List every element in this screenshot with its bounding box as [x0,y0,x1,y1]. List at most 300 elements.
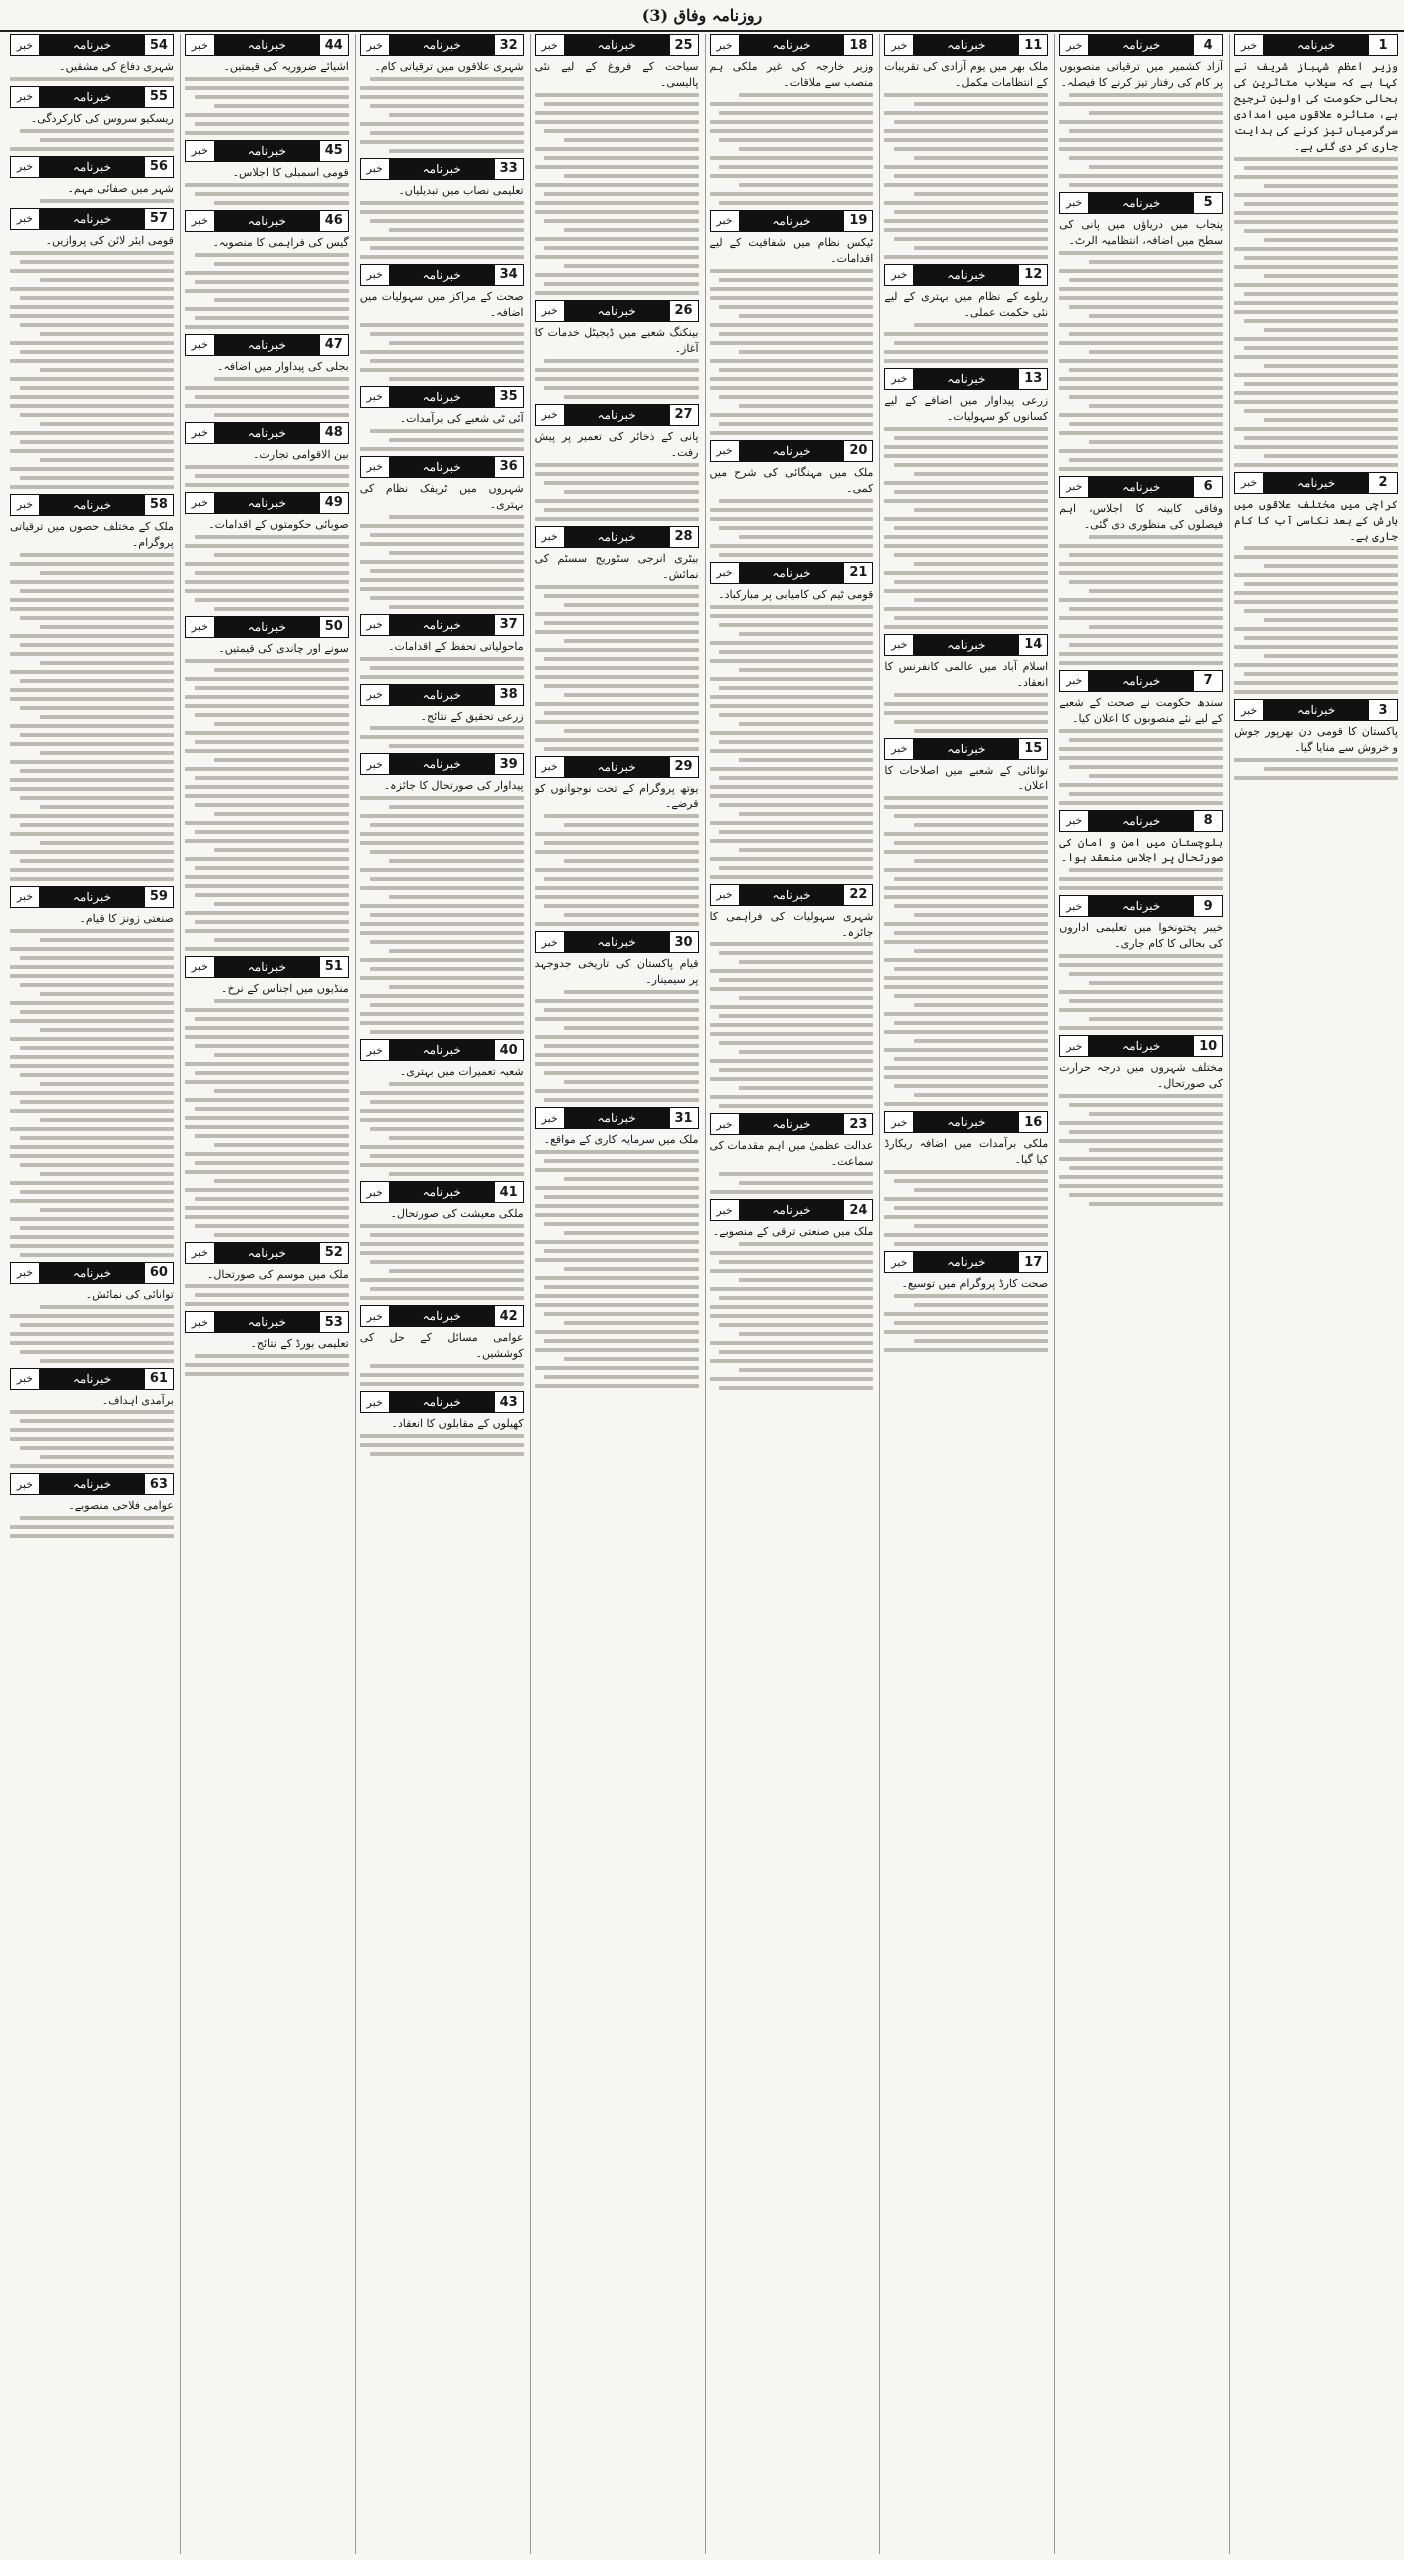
news-item-text: مختلف شہروں میں درجہ حرارت کی صورتحال۔ [1059,1061,1224,1091]
text-line [1264,454,1398,458]
text-line [535,377,699,381]
text-line [389,551,523,555]
text-line [389,1136,523,1140]
text-line [884,1348,1048,1352]
news-item-body-lines [360,321,524,381]
text-line [1059,571,1223,575]
text-line [195,740,349,744]
text-line [1059,886,1223,890]
news-item-body-lines [710,940,874,1108]
text-line [360,958,524,962]
text-line [360,1296,524,1300]
text-line [389,605,523,609]
text-line [20,706,174,710]
text-line [1244,382,1398,386]
text-line [360,904,524,908]
news-item-body-lines [185,251,349,329]
text-line [1234,681,1398,685]
text-line [1264,238,1398,242]
text-line [40,992,174,996]
text-line [719,332,873,336]
text-line [185,307,349,311]
text-line [914,1224,1048,1228]
news-item-mark: خبر [361,1040,390,1060]
news-item [1059,895,1223,1030]
text-line [710,1095,874,1099]
text-line [1244,582,1398,586]
text-line [535,273,699,277]
news-item-header [535,756,699,778]
text-line [719,111,873,115]
text-line [185,483,349,487]
news-item-body-lines [535,583,699,751]
text-line [884,332,1048,336]
text-line [1244,202,1398,206]
text-line [40,199,174,203]
text-line [214,722,348,726]
text-line [544,657,698,661]
news-item-label: خبرنامہ [215,617,319,637]
text-line [40,138,174,142]
news-item [10,1262,174,1363]
news-item-number: 3 [1368,700,1397,720]
news-item-text: ریسکیو سروس کی کارکردگی۔ [30,111,174,125]
news-item-label: خبرنامہ [215,211,319,231]
text-line [914,1303,1048,1307]
text-line [535,255,699,259]
page-title: روزنامہ وفاق (3) [0,0,1404,32]
text-line [40,1028,174,1032]
news-item-text: آزاد کشمیر میں ترقیاتی منصوبوں پر کام کی رفتار تیز کرنے کا فیصلہ۔ [1059,60,1224,89]
text-line [884,805,1048,809]
news-item-header [884,264,1048,286]
news-item [710,34,874,205]
news-item-label: خبرنامہ [215,423,319,443]
text-line [719,1350,873,1354]
text-line [535,1089,699,1093]
news-item-header [710,210,874,232]
news-item [884,738,1048,1107]
text-line [10,431,174,435]
news-item-header [884,368,1048,390]
text-line [185,1170,349,1174]
news-item-header [710,34,874,56]
news-item-header [10,156,174,178]
text-line [914,859,1048,863]
news-item-text: شہروں میں ٹریفک نظام کی بہتری۔ [359,481,524,511]
text-line [360,1251,524,1255]
news-item-number: 42 [494,1306,523,1326]
text-line [185,749,349,753]
text-line [894,994,1048,998]
news-item-text: صوبائی حکومتوں کے اقدامات۔ [208,517,349,531]
text-line [914,508,1048,512]
news-item-text: ملک میں صنعتی ترقی کے منصوبے۔ [712,1225,874,1239]
news-item-body-lines [360,513,524,609]
text-line [40,1172,174,1176]
text-line [1059,616,1223,620]
news-item-body-lines [360,427,524,451]
text-line [10,562,174,566]
text-line [739,1368,873,1372]
news-item-header [1234,699,1398,721]
text-line [894,490,1048,494]
text-line [195,192,349,196]
text-line [20,679,174,683]
news-item-label: خبرنامہ [565,1108,669,1128]
news-item-number: 44 [319,35,348,55]
text-line [544,1071,698,1075]
text-line [1069,1103,1223,1107]
news-item [10,34,174,81]
text-line [710,1305,874,1309]
news-item-number: 26 [669,301,698,321]
news-item-mark: خبر [885,739,914,759]
text-line [1059,544,1223,548]
text-line [564,729,698,733]
text-line [1059,877,1223,881]
text-line [389,1082,523,1086]
text-line [10,778,174,782]
news-item-label: خبرنامہ [565,527,669,547]
text-line [535,886,699,890]
text-line [1069,422,1223,426]
news-item-mark: خبر [1235,35,1264,55]
text-line [214,848,348,852]
news-item [10,156,174,203]
news-item [360,386,524,451]
text-line [10,787,174,791]
text-line [710,1341,874,1345]
text-line [739,632,873,636]
news-item-header [360,1305,524,1327]
text-line [370,246,524,250]
text-line [535,1213,699,1217]
news-item-label: خبرنامہ [215,957,319,977]
news-item-text: توانائی کے شعبے میں اصلاحات کا اعلان۔ [884,763,1049,793]
text-line [544,1098,698,1102]
news-item-mark: خبر [186,335,215,355]
text-line [1059,954,1223,958]
text-line [1069,765,1223,769]
text-line [544,1249,698,1253]
news-item-body-lines [185,533,349,611]
news-item-text: بین الاقوامی تجارت۔ [252,447,349,461]
news-item-mark: خبر [1060,671,1089,691]
text-line [1059,147,1223,151]
text-line [10,947,174,951]
news-item-label: خبرنامہ [740,1114,844,1134]
text-line [710,102,874,106]
text-line [10,1244,174,1248]
text-line [564,990,698,994]
text-line [719,951,873,955]
news-item-text: ملکی برآمدات میں اضافہ ریکارڈ کیا گیا۔ [884,1137,1049,1167]
text-line [185,839,349,843]
text-line [389,949,523,953]
news-item-mark: خبر [1060,477,1089,497]
text-line [40,368,174,372]
text-line [20,1253,174,1257]
text-line [185,875,349,879]
text-line [1244,636,1398,640]
text-line [710,377,874,381]
text-line [719,1014,873,1018]
text-line [370,104,524,108]
text-line [370,533,524,537]
text-line [894,931,1048,935]
text-line [535,675,699,679]
text-line [185,86,349,90]
news-item-text: اسلام آباد میں عالمی کانفرنس کا انعقاد۔ [884,659,1049,689]
news-item-body-lines [360,1432,524,1456]
news-item-label: خبرنامہ [1089,671,1193,691]
text-line [370,429,524,433]
text-line [10,305,174,309]
text-line [1059,341,1223,345]
text-line [40,625,174,629]
text-line [884,832,1048,836]
text-line [914,156,1048,160]
text-line [894,237,1048,241]
text-line [719,623,873,627]
text-line [20,296,174,300]
news-item-body-lines [360,199,524,259]
news-item-text: وفاقی کابینہ کا اجلاس، اہم فیصلوں کی منظوری دی گئی۔ [1059,501,1224,531]
text-line [370,1233,524,1237]
text-line [10,1037,174,1041]
news-item-mark: خبر [1235,473,1264,493]
news-item-text: قیام پاکستان کی تاریخی جدوجہد پر سیمینار۔ [534,957,699,987]
text-line [535,1366,699,1370]
news-item-number: 5 [1193,193,1222,213]
text-line [360,1021,524,1025]
text-line [214,668,348,672]
text-line [544,877,698,881]
text-line [10,652,174,656]
text-line [20,476,174,480]
news-item-header [1059,192,1223,214]
news-item-label: خبرنامہ [215,335,319,355]
news-item-header [185,422,349,444]
news-item-body-lines [360,1362,524,1386]
news-item [1059,1035,1223,1206]
text-line [1234,600,1398,604]
news-item-text: پیداوار کی صورتحال کا جائزہ۔ [383,779,524,793]
text-line [370,666,524,670]
text-line [739,960,873,964]
text-line [185,1215,349,1219]
text-line [1264,184,1398,188]
news-item-header [884,1111,1048,1133]
text-line [739,183,873,187]
text-line [710,1190,874,1194]
text-line [389,149,523,153]
text-line [20,796,174,800]
text-line [1059,598,1223,602]
news-item-text: شہر میں صفائی مہم۔ [67,181,174,195]
news-item-text: ٹیکس نظام میں شفافیت کے لیے اقدامات۔ [709,235,874,265]
text-line [1069,972,1223,976]
text-line [370,1260,524,1264]
text-line [195,535,349,539]
news-column [6,34,174,2554]
news-item-number: 8 [1193,811,1222,831]
news-item-mark: خبر [361,387,390,407]
text-line [10,580,174,584]
news-item-text: صحت کے مراکز میں سہولیات میں اضافہ۔ [359,289,524,319]
text-line [719,978,873,982]
text-line [564,1267,698,1271]
news-item-number: 19 [843,211,872,231]
text-line [710,659,874,663]
news-item-mark: خبر [186,211,215,231]
text-line [1264,328,1398,332]
text-line [710,341,874,345]
news-item-label: خبرنامہ [740,563,844,583]
text-line [185,1284,349,1288]
text-line [1059,269,1223,273]
news-item-body-lines [535,988,699,1102]
news-item-body-lines [10,551,174,881]
text-line [544,1339,698,1343]
news-item-label: خبرنامہ [40,1369,144,1389]
text-line [884,138,1048,142]
news-item-number: 63 [144,1474,173,1494]
text-line [10,1127,174,1131]
text-line [719,866,873,870]
text-line [20,643,174,647]
text-line [564,823,698,827]
news-item-mark: خبر [186,957,215,977]
news-item-number: 39 [494,754,523,774]
news-item [710,562,874,879]
news-item-text: اشیائے ضروریہ کی قیمتیں۔ [223,60,349,73]
text-line [710,695,874,699]
news-item-text: ملک کے مختلف حصوں میں ترقیاتی پروگرام۔ [10,519,174,549]
text-line [1089,625,1223,629]
news-item-text: ملک بھر میں یوم آزادی کی تقریبات کے انتظامات مکمل۔ [884,60,1049,89]
text-line [370,1003,524,1007]
news-item-text: شہری علاقوں میں ترقیاتی کام۔ [374,60,524,73]
text-line [894,580,1048,584]
text-line [914,1003,1048,1007]
text-line [894,341,1048,345]
text-line [1059,138,1223,142]
news-item [360,1305,524,1386]
text-line [370,913,524,917]
text-line [544,156,698,160]
news-item-mark: خبر [11,495,40,515]
text-line [535,183,699,187]
text-line [1234,337,1398,341]
news-item-label: خبرنامہ [390,159,494,179]
text-line [10,742,174,746]
text-line [360,841,524,845]
news-item-label: خبرنامہ [740,211,844,231]
news-item-text: شہری دفاع کی مشقیں۔ [59,60,174,73]
text-line [370,332,524,336]
text-line [710,1269,874,1273]
news-item-number: 38 [494,685,523,705]
text-line [710,794,874,798]
news-item [185,34,349,135]
news-item-header [884,634,1048,656]
news-item-number: 25 [669,35,698,55]
text-line [360,140,524,144]
news-column [1054,34,1223,2554]
text-line [370,823,524,827]
news-item-mark: خبر [11,1369,40,1389]
news-item-number: 35 [494,387,523,407]
text-line [1234,193,1398,197]
text-line [884,535,1048,539]
text-line [544,102,698,106]
text-line [360,1012,524,1016]
news-item-body-lines [10,1303,174,1363]
text-line [185,465,349,469]
text-line [535,472,699,476]
text-line [544,621,698,625]
text-line [894,1057,1048,1061]
news-item-number: 61 [144,1369,173,1389]
text-line [884,1197,1048,1201]
text-line [214,999,348,1003]
text-line [544,841,698,845]
text-line [389,113,523,117]
text-line [894,1321,1048,1325]
text-line [185,1008,349,1012]
news-item-text: بیٹری انرجی سٹوریج سسٹم کی نمائش۔ [534,551,699,581]
text-line [710,821,874,825]
text-line [185,562,349,566]
news-item-label: خبرنامہ [565,35,669,55]
text-line [535,1168,699,1172]
text-line [185,794,349,798]
text-line [535,648,699,652]
text-line [544,1195,698,1199]
news-item-header [710,1199,874,1221]
news-item-mark: خبر [361,457,390,477]
news-item-header [10,34,174,56]
text-line [1059,449,1223,453]
news-item [360,264,524,381]
text-line [214,902,348,906]
text-line [884,517,1048,521]
text-line [884,1233,1048,1237]
text-line [195,1293,349,1297]
news-item-header [1059,34,1223,56]
text-line [1234,283,1398,287]
news-item-label: خبرنامہ [1264,473,1368,493]
text-line [360,1242,524,1246]
text-line [1234,591,1398,595]
text-line [1089,165,1223,169]
text-line [544,508,698,512]
text-line [884,350,1048,354]
news-item-number: 46 [319,211,348,231]
text-line [20,129,174,133]
text-line [564,1321,698,1325]
text-line [884,711,1048,715]
text-line [535,868,699,872]
text-line [710,359,874,363]
text-line [894,1021,1048,1025]
text-line [719,686,873,690]
news-item-body-lines [10,249,174,489]
news-item-body-lines [1059,952,1223,1030]
text-line [914,1039,1048,1043]
